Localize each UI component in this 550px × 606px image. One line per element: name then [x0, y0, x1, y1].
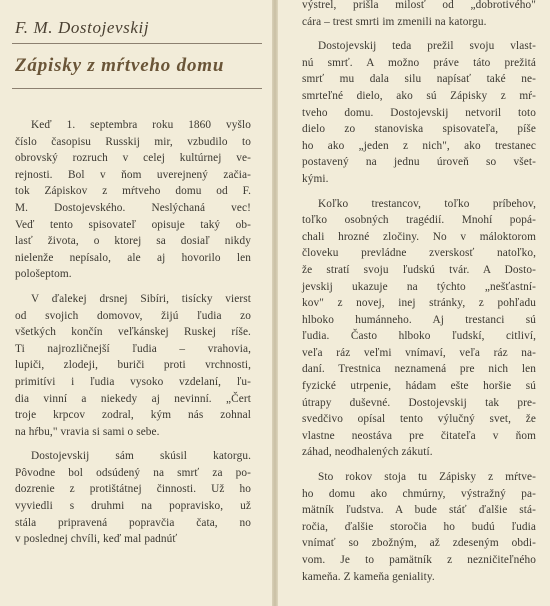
text-line: nú smrť. A možno práve táto prežitá	[302, 56, 536, 69]
left-text-column	[15, 117, 251, 548]
text-line: hlboko humánneho. Aj trestanci sú	[302, 313, 536, 326]
header-rule-bottom	[12, 88, 262, 89]
text-line: vom. Je to pamätník z nezničiteľného	[302, 554, 536, 566]
text-line: Sto rokov stoja tu Zápisky z mŕtve-	[318, 471, 536, 484]
text-line: tveho domu. Dostojevskij netvoril toto	[302, 106, 536, 119]
text-line: kov" z novej, inej stránky, z pohľadu	[302, 297, 536, 310]
text-line: záhad, neodhalených zákutí.	[302, 446, 433, 459]
text-line: tok Zápiskov z mŕtveho domu od F.	[15, 185, 251, 198]
text-line: že stratí svoju ľudskú tvár. A Dosto-	[302, 263, 536, 276]
text-line: ročia, ďalšie storočia ho budú ľudia	[302, 520, 536, 533]
text-line: lupiči, zlodeji, buriči proti vrchnosti,	[15, 359, 251, 372]
text-line: v poslednej chvíli, keď mal padnúť	[15, 533, 178, 546]
text-line: chali hrozné zločiny. No v máloktorom	[302, 230, 536, 243]
header-rule-top	[12, 43, 262, 44]
paragraph	[15, 291, 251, 440]
author-name: F. M. Dostojevskij	[15, 18, 150, 37]
paragraph	[302, 38, 536, 187]
text-line: stála pripravená popravčia čata, no	[15, 516, 251, 529]
text-line: vyviedli s druhmi na popravisko, už	[15, 500, 251, 513]
text-line: dielo zo stanoviska spisovateľa, píše	[302, 123, 536, 136]
text-line: smrteľné dielo, ako sú Zápisky z mŕ-	[302, 89, 536, 102]
text-line: ho ako „jeden z nich", ako trestanec	[302, 139, 536, 152]
text-line: od svojich domovov, žijú ľudia zo	[15, 309, 251, 322]
right-text-column	[302, 0, 536, 585]
text-line: Koľko trestancov, toľko príbehov,	[318, 197, 536, 210]
text-line: jevskij ukazuje na týchto „nešťastní-	[302, 280, 536, 293]
text-line: postavený na jednu úroveň so všet-	[302, 156, 536, 169]
text-line: smrť mu dala silu napísať také ne-	[302, 73, 536, 86]
text-line: pološeptom.	[15, 268, 72, 281]
text-line: primitívi i ľudia vysoko vzdelaní, ľu-	[15, 375, 251, 388]
text-line: číslo časopisu Russkij mir, vzbudilo to	[15, 135, 251, 148]
text-line: lasť života, o ktorej sa dosiaľ nikdy	[15, 235, 251, 248]
paragraph	[302, 469, 536, 585]
text-line: všetkých končín veľkánskej Ruskej ríše.	[15, 326, 251, 339]
text-line: dia vinní a niekedy aj nevinní. „Čert	[15, 392, 251, 405]
text-line: M. Dostojevského. Neslýchaná vec!	[15, 201, 251, 214]
text-line: vnímať so zbožným, až zdeseným obdi-	[302, 537, 536, 550]
text-line: kameňa. Z kameňa geniality.	[302, 570, 435, 583]
text-line: daní. Trestnica neznamená pre nich len	[302, 363, 536, 376]
text-line: cára – trest smrti im zmenili na katorgu.	[302, 15, 487, 28]
text-line: veľa ráz veľmi vnímaví, veľa ráz na-	[302, 346, 536, 359]
text-line: Pôvodne bol odsúdený na smrť za po-	[15, 466, 251, 479]
text-line: toľko osobných tragédií. Mnohí popá-	[302, 214, 536, 227]
text-line: svedčivo opísal tento výlučný svet, že	[302, 413, 536, 426]
book-title: Zápisky z mŕtveho domu	[15, 55, 225, 76]
text-line: fyzické utrpenie, hádam ešte horšie sú	[302, 380, 536, 393]
text-line: Dostojevskij teda prežil svoju vlast-	[318, 40, 536, 53]
text-line: obrovský rozruch v celej kultúrnej ve-	[15, 152, 251, 165]
text-line: Keď 1. septembra roku 1860 vyšlo	[31, 119, 251, 131]
paragraph	[302, 196, 536, 462]
text-line: Dostojevskij sám skúsil katorgu.	[31, 450, 251, 463]
text-line: dozrenie z protištátnej činnosti. Už ho	[15, 483, 251, 496]
text-line: ho domu ako chmúrny, výstražný pa-	[302, 487, 536, 500]
text-line: ľudia. Často hlboko ľudskí, citliví,	[302, 330, 536, 343]
text-line: vlastne neostáva pre čitateľa v ňom	[302, 429, 536, 442]
text-line: nielenže nepísalo, ale aj hovorilo len	[15, 251, 251, 264]
paragraph	[302, 0, 536, 30]
text-line: Veď tento spisovateľ opisuje taký ob-	[15, 218, 251, 231]
text-line: rejnosti. Bol v ňom uverejnený začia-	[15, 168, 251, 181]
text-line: Ti najrozličnejší ľudia – vrahovia,	[15, 342, 251, 355]
text-line: výstrel, prišla milosť od „dobrotivého"	[302, 0, 536, 11]
paragraph	[15, 117, 251, 283]
text-line: troje krpcov zodral, kým nás zohnal	[15, 409, 251, 422]
text-line: na hŕbu," vravia si sami o sebe.	[15, 425, 160, 438]
text-line: kými.	[302, 172, 329, 185]
text-line: mätník ľudstva. A bude stáť ďalšie stá-	[302, 504, 536, 517]
text-line: V ďalekej drsnej Sibíri, tisícky vierst	[31, 292, 251, 305]
text-line: človeku prevládne zverskosť natoľko,	[302, 247, 536, 260]
paragraph	[15, 448, 251, 548]
text-line: útrapy duševné. Dostojevskij tak pre-	[302, 396, 536, 409]
